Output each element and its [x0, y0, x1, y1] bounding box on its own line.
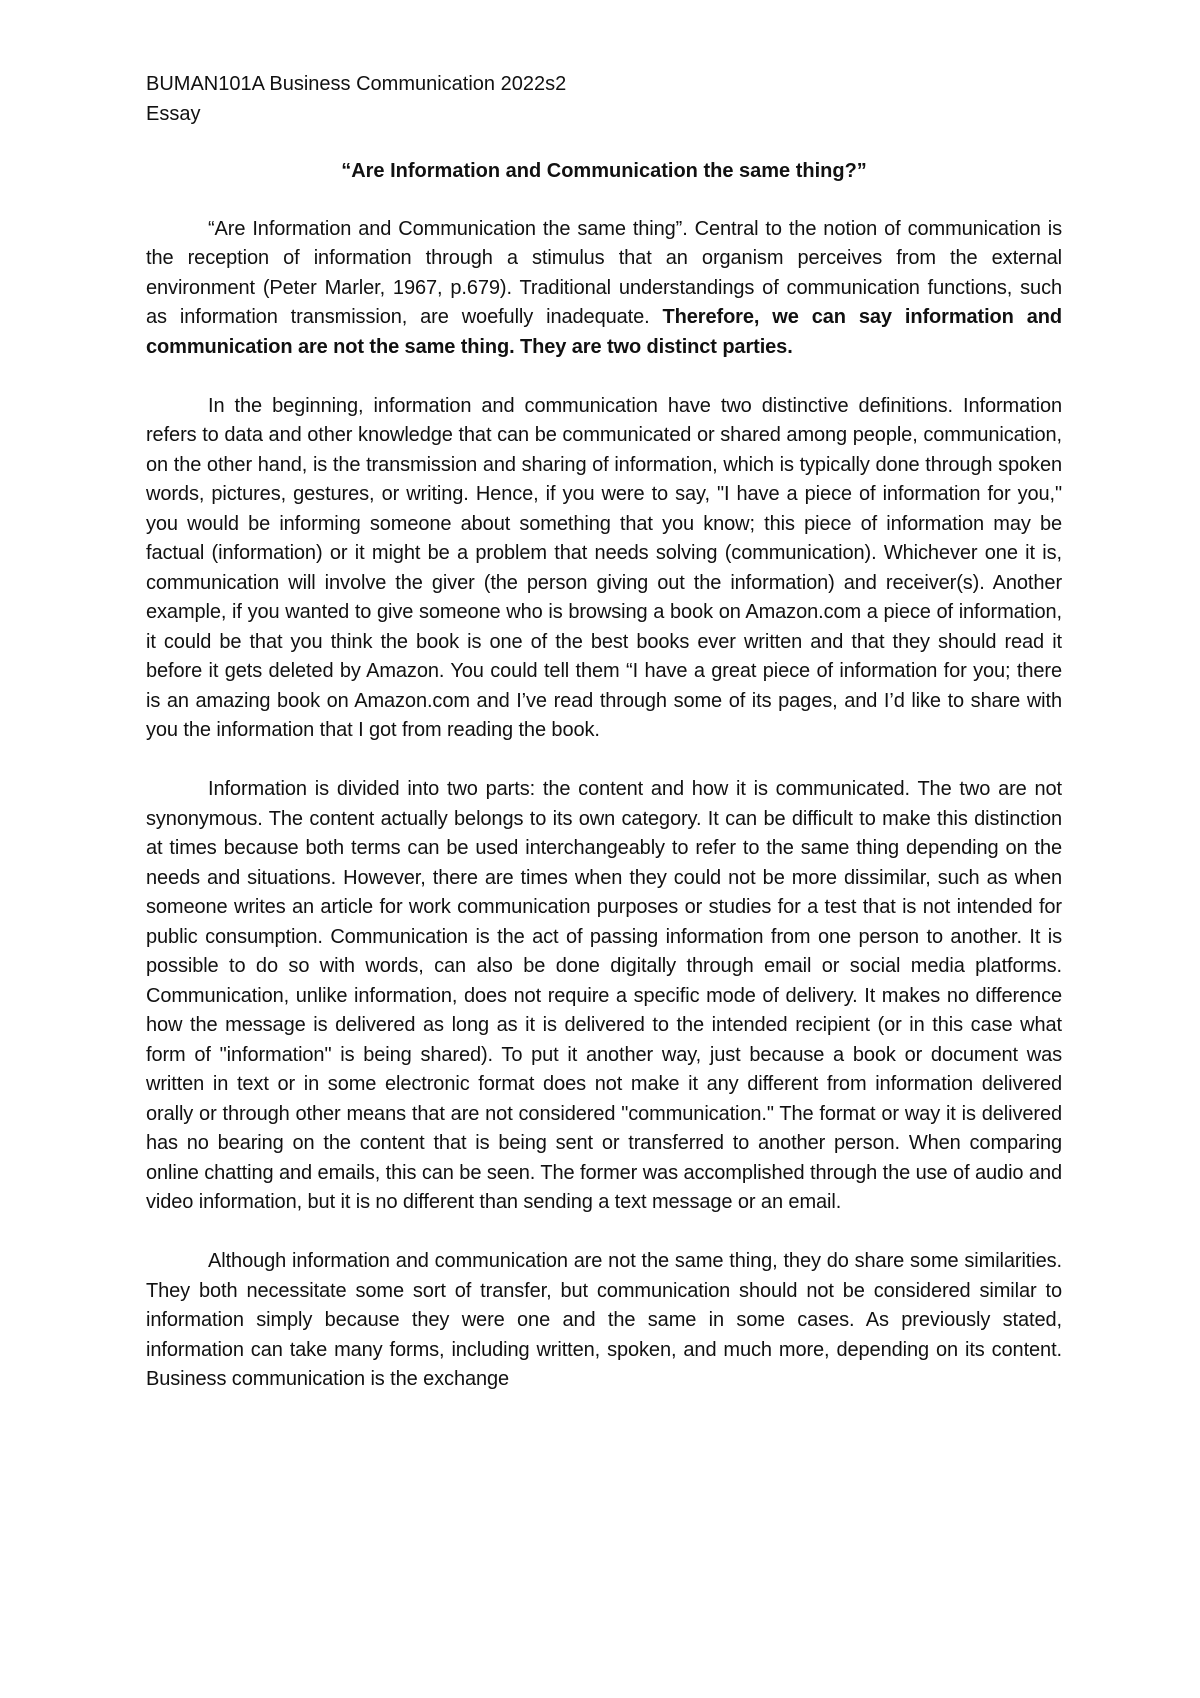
document-type: Essay: [146, 102, 201, 125]
thesis-statement: Therefore, we can say information and communication are not the same thing. They are two distinct parties.: [146, 306, 1063, 358]
paragraph-definitions: In the beginning, information and communication have two distinctive definitions. Information refers to data and other knowledge that can be communicated or shared among people, communication, on the other hand, is the transmission and sharing of information, which is typically done through spoken words, pictures, gestures, or writing. Hence, if you were to say, "I have a piece of information for you," you would be informing someone about something that you know; this piece of information may be factual (information) or it might be a problem that needs solving (communication). Whichever one it is, communication will involve the giver (the person giving out the information) and receiver(s). Another example, if you wanted to give someone who is browsing a book on Amazon.com a piece of information, it could be that you think the book is one of the best books ever written and that they should read it before it gets deleted by Amazon. You could tell them “I have a great piece of information for you; there is an amazing book on Amazon.com and I’ve read through some of its pages, and I’d like to share with you the information that I got from reading the book.: [146, 394, 1062, 741]
paragraph-content-vs-delivery: Information is divided into two parts: the content and how it is communicated. The two are not synonymous. The content actually belongs to its own category. It can be difficult to make this distinction at times because both terms can be used interchangeably to refer to the same thing depending on the needs and situations. However, there are times when they could not be more dissimilar, such as when someone writes an article for work communication purposes or studies for a test that is not intended for public consumption. Communication is the act of passing information from one person to another. It is possible to do so with words, can also be done digitally through email or social media platforms. Communication, unlike information, does not require a specific mode of delivery. It makes no difference how the message is delivered as long as it is delivered to the intended recipient (or in this case what form of "information" is being shared). To put it another way, just because a book or document was written in text or in some electronic format does not make it any different from information delivered orally or through other means that are not considered "communication." The format or way it is delivered has no bearing on the content that is being sent or transferred to another person. When comparing online chatting and emails, this can be seen. The former was accomplished through the use of audio and video information, but it is no different than sending a text message or an email.: [146, 778, 1062, 1213]
paragraph-intro: [146, 215, 1062, 363]
essay-title: “Are Information and Communication the same thing?”: [341, 160, 867, 182]
paragraph-intro-text: “Are Information and Communication the same thing”. Central to the notion of communication is the reception of information through a stimulus that an organism perceives from the external environment (Peter Marler, 1967, p.679). Traditional understandings of communication functions, such as information transmission, are woefully inadequate.: [146, 217, 1062, 328]
course-header: BUMAN101A Business Communication 2022s2: [146, 73, 567, 95]
paragraph-similarities: Although information and communication are not the same thing, they do share some similarities. They both necessitate some sort of transfer, but communication should not be considered similar to information simply because they were one and the same in some cases. As previously stated, information can take many forms, including written, spoken, and much more, depending on its content. Business communication is the exchange: [146, 1250, 1062, 1390]
document-page: [146, 70, 1062, 1395]
